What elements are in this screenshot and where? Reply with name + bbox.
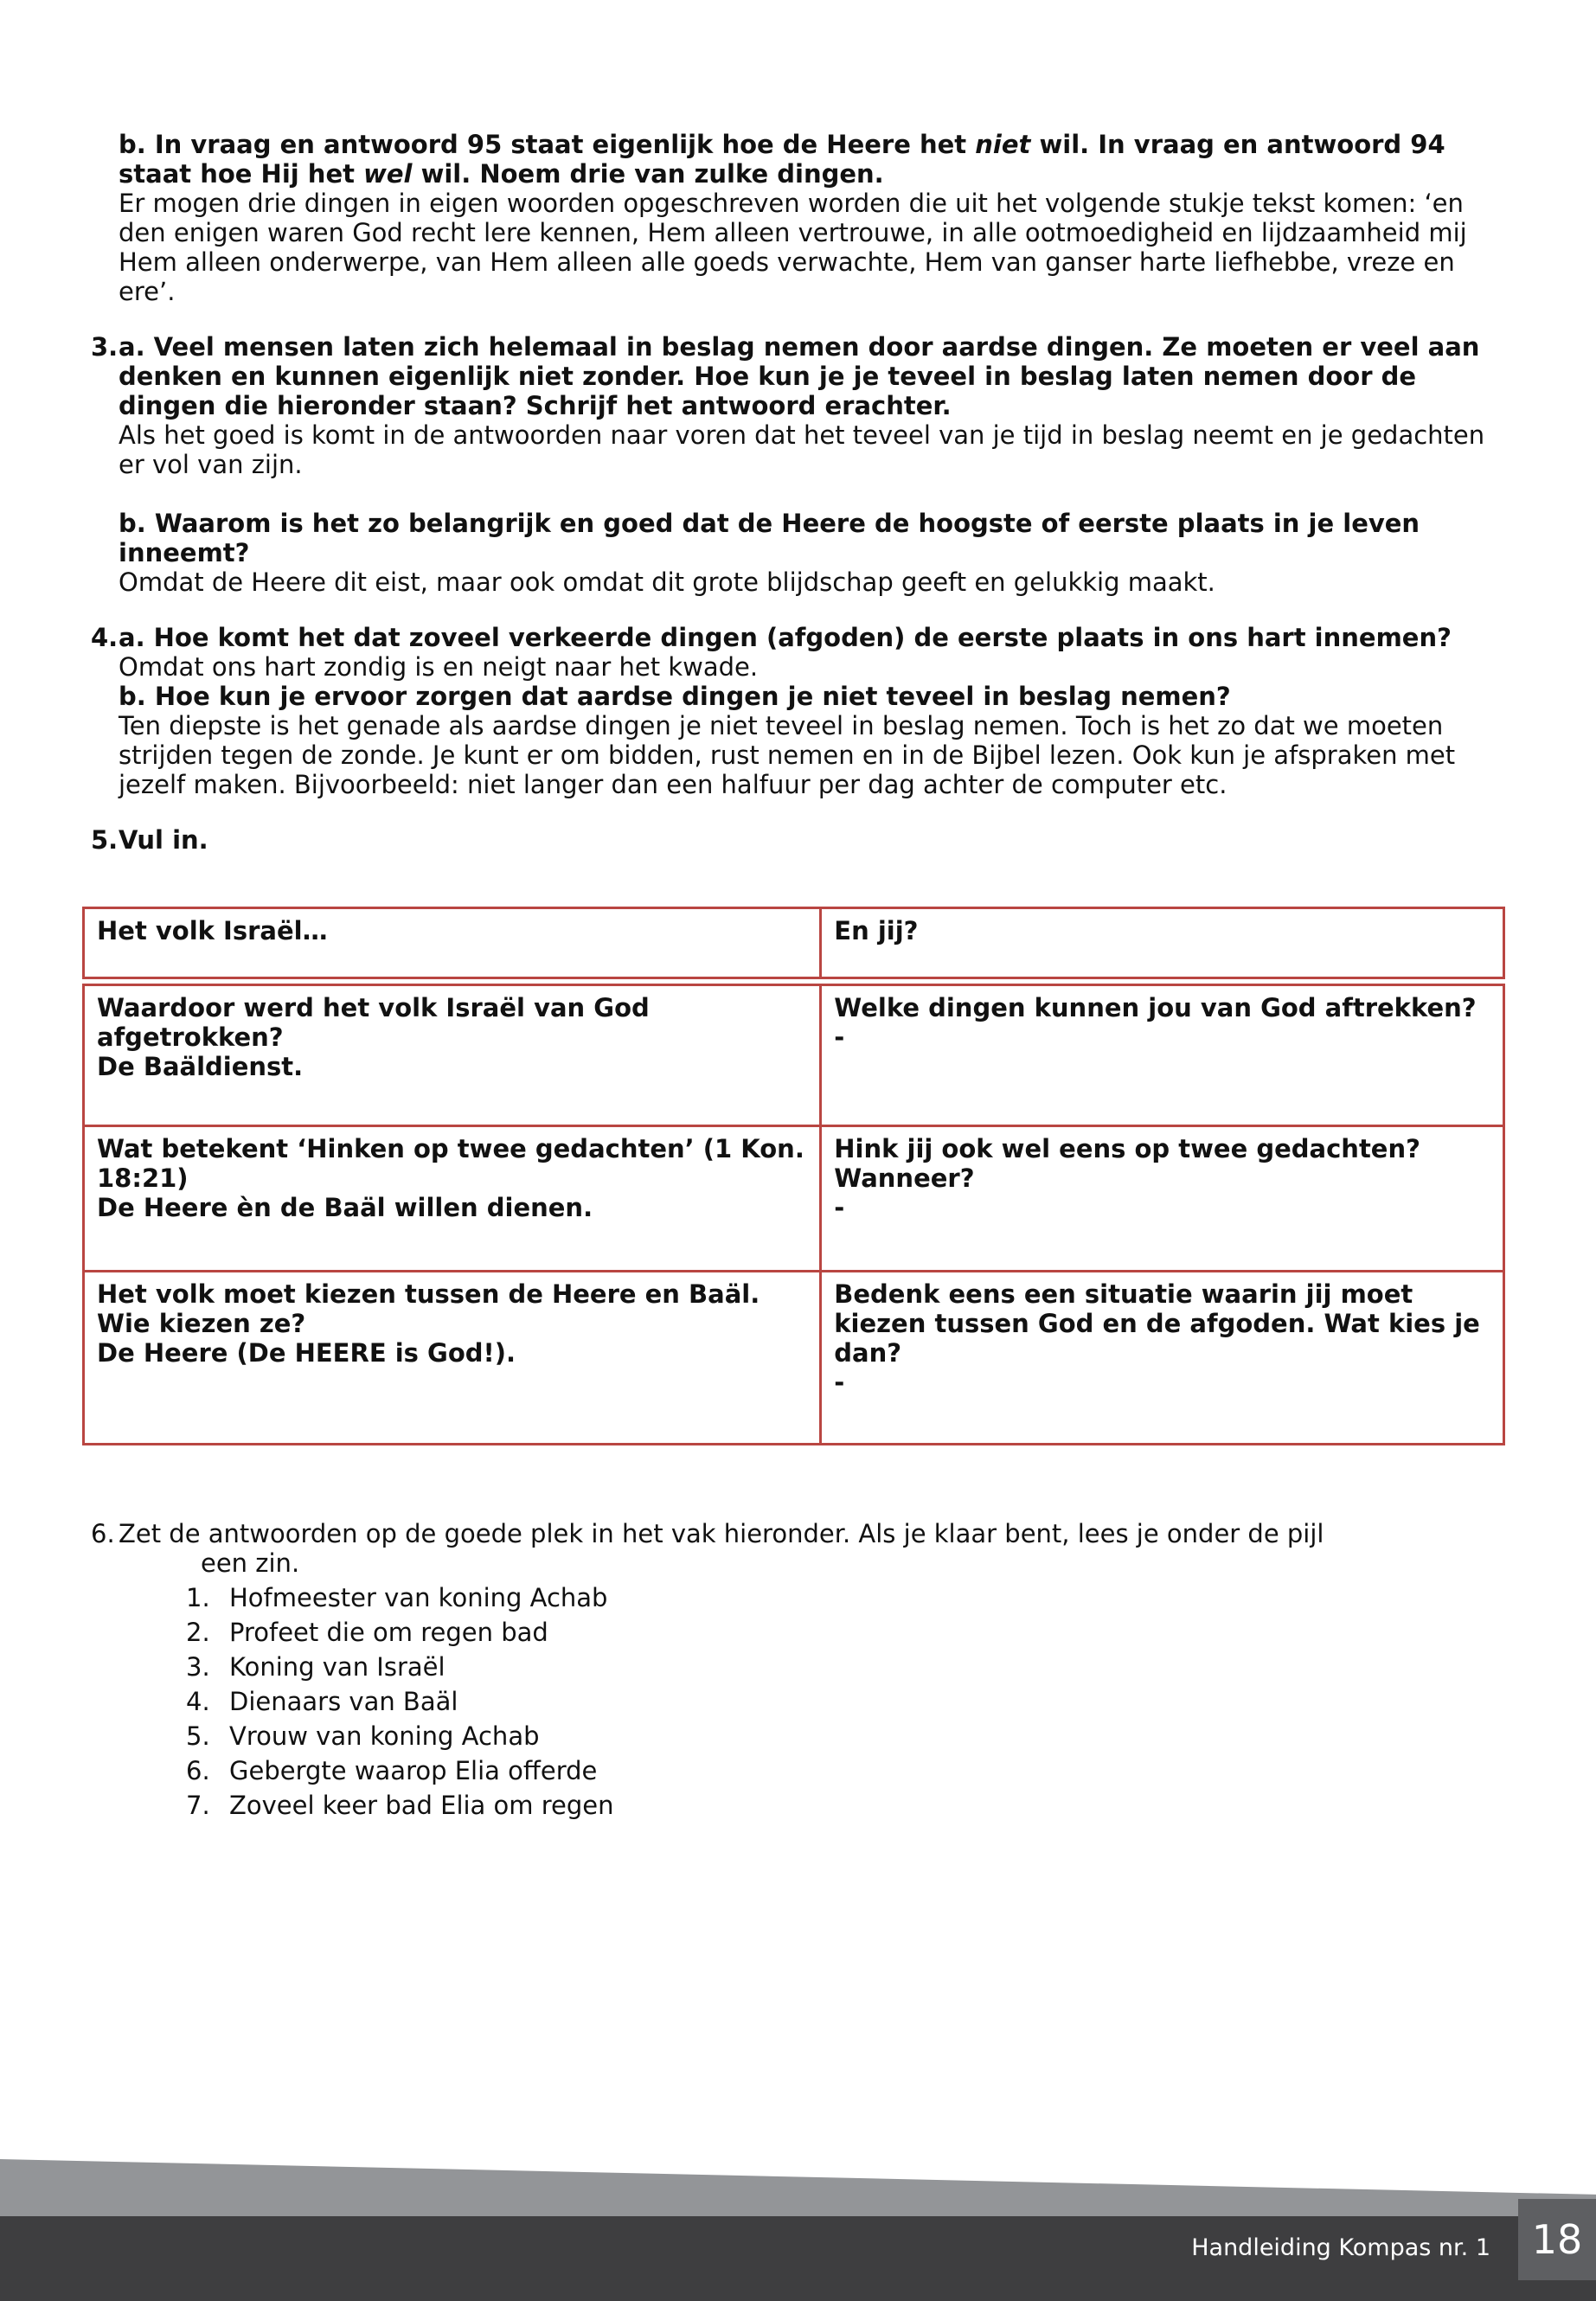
question-2b-answer: Er mogen drie dingen in eigen woorden opgeschreven worden die uit het volgende stukje tekst komen: ‘en den enigen waren God recht lere kennen, Hem alleen vertrouwe, in alle ootmoedigheid en lijdzaamheid mij Hem alleen onderwerpe, van Hem alleen alle goeds verwachte, Hem van ganser harte liefhebbe, vreze en ere’. — [119, 189, 1467, 306]
heading-text: b. In vraag en antwoord 95 staat eigenlijk hoe de Heere het — [119, 130, 976, 159]
question-4 — [91, 623, 1505, 799]
table-cell-right — [822, 986, 1503, 1125]
question-6 — [91, 1519, 1505, 1820]
table-cell-question: Wat betekent ‘Hinken op twee gedachten’ (1 Kon. 18:21) — [97, 1134, 804, 1193]
question-3-number: 3. — [91, 332, 119, 362]
list-item-text: Dienaars van Baäl — [229, 1687, 458, 1716]
footer-bar — [0, 2216, 1596, 2301]
table-row-2 — [85, 1125, 1503, 1270]
table-cell-answer: - — [834, 1368, 845, 1397]
question-6-heading-line2: een zin. — [201, 1548, 300, 1578]
list-item-2 — [119, 1618, 1505, 1647]
question-4a-heading: a. Hoe komt het dat zoveel verkeerde dingen (afgoden) de eerste plaats in ons hart innemen? — [119, 623, 1452, 652]
table-cell-left — [85, 1272, 822, 1443]
list-item-number: 3. — [186, 1652, 210, 1682]
list-item-text: Gebergte waarop Elia offerde — [229, 1756, 598, 1785]
emphasis-word-niet: niet — [975, 130, 1031, 159]
question-3b-heading: b. Waarom is het zo belangrijk en goed dat de Heere de hoogste of eerste plaats in je leven inneemt? — [119, 509, 1420, 567]
question-5 — [91, 825, 1505, 855]
table-cell-right — [822, 1127, 1503, 1270]
table-cell-question: Het volk moet kiezen tussen de Heere en Baäl. Wie kiezen ze? — [97, 1279, 760, 1338]
question-3a-heading: a. Veel mensen laten zich helemaal in beslag nemen door aardse dingen. Ze moeten er veel aan denken en kunnen eigenlijk niet zonder. Hoe kun je je teveel in beslag laten nemen door de dingen die hieronder staan? Schrijf het antwoord erachter. — [119, 332, 1480, 420]
table-row-1 — [85, 986, 1503, 1125]
list-item-number: 1. — [186, 1583, 210, 1612]
question-5-number: 5. — [91, 825, 119, 855]
question-6-body — [119, 1519, 1505, 1820]
table-cell-question: Waardoor werd het volk Israël van God afgetrokken? — [97, 993, 650, 1052]
list-item-5 — [119, 1721, 1505, 1751]
table-cell-question: Bedenk eens een situatie waarin jij moet kiezen tussen God en de afgoden. Wat kies je dan? — [834, 1279, 1480, 1368]
table-header-left: Het volk Israël… — [85, 909, 822, 977]
question-4-number: 4. — [91, 623, 119, 652]
table-cell-answer: - — [834, 1193, 845, 1222]
table-cell-left — [85, 1127, 822, 1270]
list-item-text: Hofmeester van koning Achab — [229, 1583, 608, 1612]
page-footer — [0, 2150, 1596, 2301]
table-cell-answer: De Heere (De HEERE is God!). — [97, 1338, 516, 1368]
list-item-number: 7. — [186, 1791, 210, 1820]
heading-text: wil. In vraag en antwoord 94 staat hoe Hij het — [119, 130, 1445, 189]
emphasis-word-wel: wel — [363, 159, 413, 189]
table-cell-answer: - — [834, 1022, 845, 1052]
table-cell-answer: De Baäldienst. — [97, 1052, 304, 1081]
question-3a-answer: Als het goed is komt in de antwoorden naar voren dat het teveel van je tijd in beslag neemt en je gedachten er vol van zijn. — [119, 420, 1485, 479]
question-6-heading-line1: Zet de antwoorden op de goede plek in het vak hieronder. Als je klaar bent, lees je onder de pijl — [119, 1519, 1324, 1548]
list-item-7 — [119, 1791, 1505, 1820]
list-item-number: 2. — [186, 1618, 210, 1647]
list-item-text: Koning van Israël — [229, 1652, 445, 1682]
question-6-number: 6. — [91, 1519, 115, 1548]
list-item-number: 6. — [186, 1756, 210, 1785]
table-cell-left — [85, 986, 822, 1125]
table-header-right: En jij? — [834, 916, 919, 945]
table-cell-question: Hink jij ook wel eens op twee gedachten? Wanneer? — [834, 1134, 1420, 1193]
list-item-1 — [119, 1583, 1505, 1612]
table-body — [82, 984, 1505, 1445]
question-2b-heading — [119, 130, 1505, 189]
fill-in-table — [82, 907, 1505, 1445]
list-item-number: 4. — [186, 1687, 210, 1716]
table-row-3 — [85, 1270, 1503, 1443]
answer-list — [119, 1583, 1505, 1820]
heading-text: wil. Noem drie van zulke dingen. — [412, 159, 884, 189]
footer-title: Handleiding Kompas nr. 1 — [1191, 2234, 1490, 2261]
question-2b — [119, 130, 1505, 306]
list-item-3 — [119, 1652, 1505, 1682]
question-5-heading: Vul in. — [119, 825, 208, 855]
table-header-row — [82, 907, 1505, 979]
page-number: 18 — [1531, 2216, 1583, 2263]
question-4a-answer: Omdat ons hart zondig is en neigt naar het kwade. — [119, 652, 759, 682]
question-4b-heading: b. Hoe kun je ervoor zorgen dat aardse dingen je niet teveel in beslag nemen? — [119, 682, 1231, 711]
table-cell-right — [822, 1272, 1503, 1443]
table-cell-answer: De Heere èn de Baäl willen dienen. — [97, 1193, 593, 1222]
list-item-text: Vrouw van koning Achab — [229, 1721, 540, 1751]
question-3 — [91, 332, 1505, 597]
list-item-text: Profeet die om regen bad — [229, 1618, 548, 1647]
question-5-body — [119, 825, 1505, 855]
table-cell-question: Welke dingen kunnen jou van God aftrekken? — [834, 993, 1477, 1022]
question-3-body — [119, 332, 1505, 597]
list-item-4 — [119, 1687, 1505, 1716]
list-item-number: 5. — [186, 1721, 210, 1751]
question-4-body — [119, 623, 1505, 799]
page-number-box — [1518, 2199, 1596, 2280]
question-3b-answer: Omdat de Heere dit eist, maar ook omdat dit grote blijdschap geeft en gelukkig maakt. — [119, 567, 1215, 597]
list-item-text: Zoveel keer bad Elia om regen — [229, 1791, 614, 1820]
question-4b-answer: Ten diepste is het genade als aardse dingen je niet teveel in beslag nemen. Toch is het zo dat we moeten strijden tegen de zonde. Je kunt er om bidden, rust nemen en in de Bijbel lezen. Ook kun je afspraken met jezelf maken. Bijvoorbeeld: niet langer dan een halfuur per dag achter de computer etc. — [119, 711, 1456, 799]
list-item-6 — [119, 1756, 1505, 1785]
footer-diagonal-band — [0, 2159, 1596, 2216]
